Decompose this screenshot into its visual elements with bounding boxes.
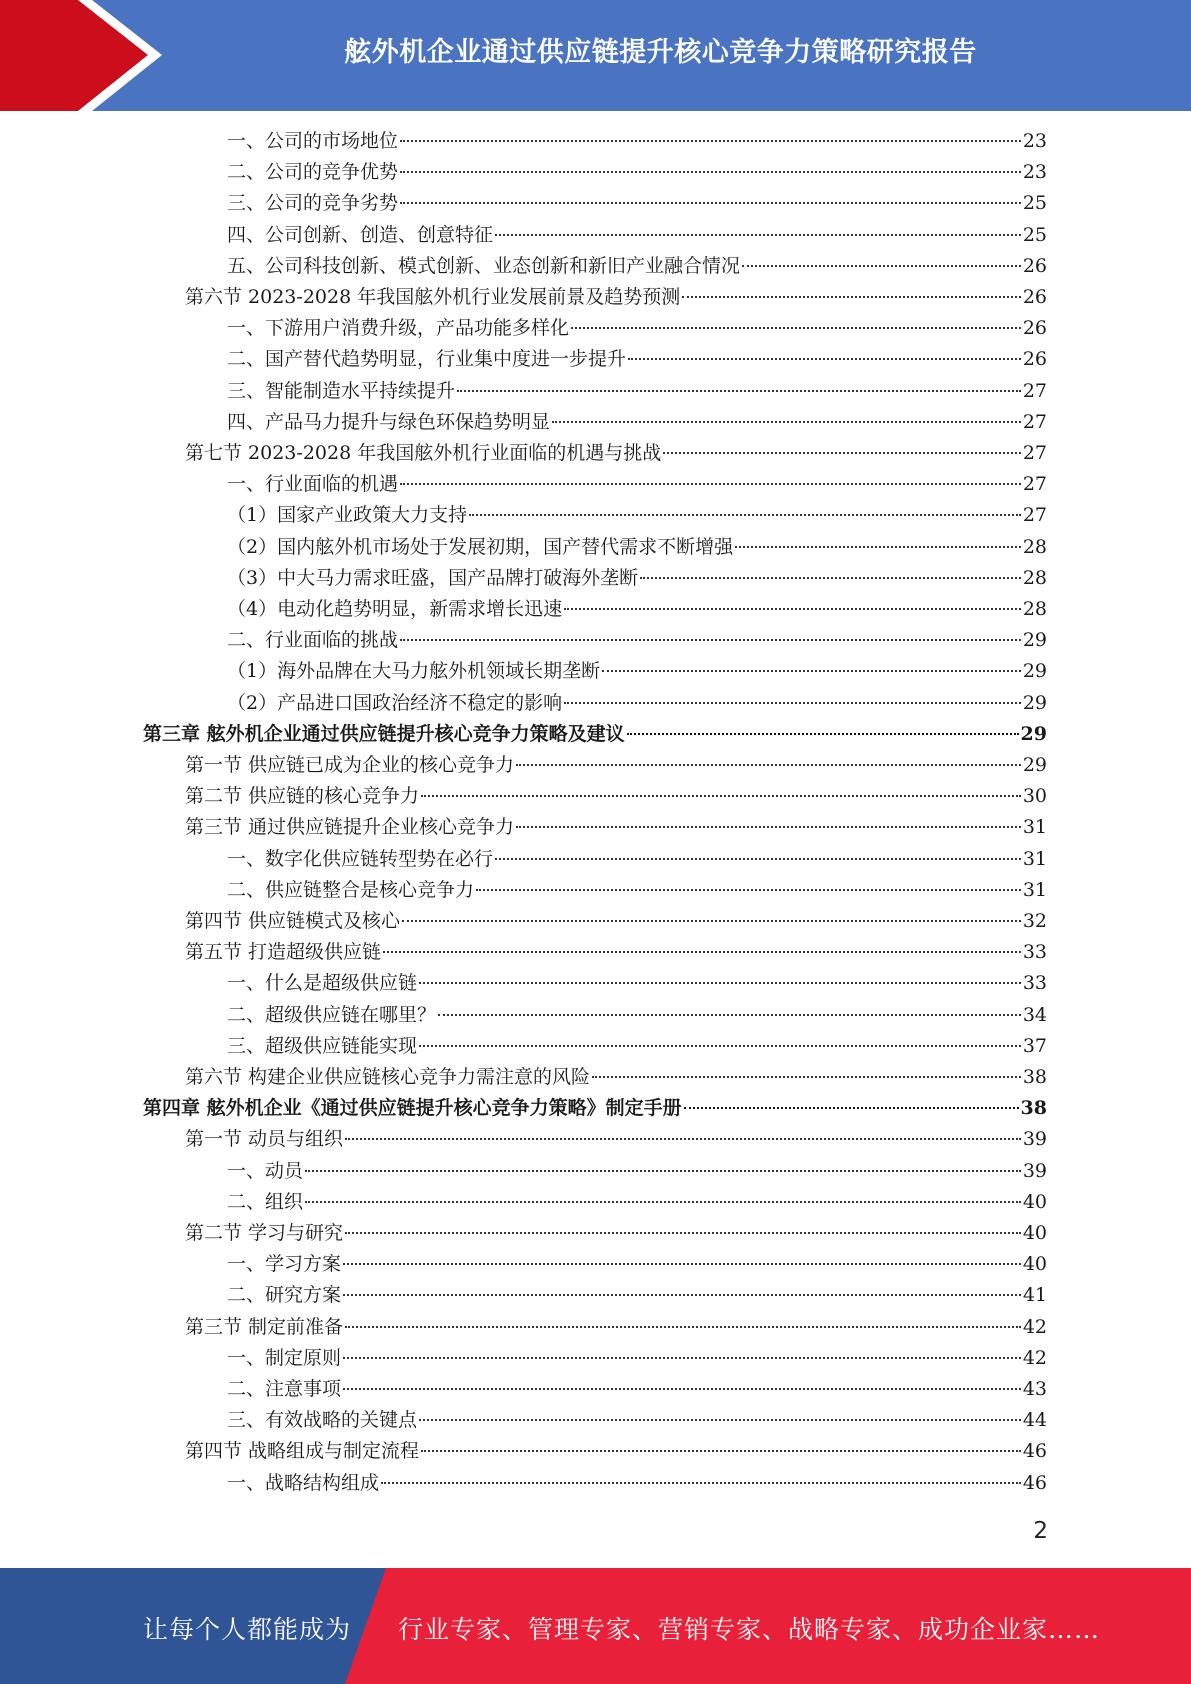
toc-entry-title: 一、动员	[227, 1159, 304, 1182]
toc-entry[interactable]	[227, 313, 1047, 344]
toc-entry-page: 23	[1022, 161, 1047, 184]
toc-entry[interactable]	[185, 937, 1047, 968]
toc-entry-page: 29	[1022, 754, 1047, 776]
toc-entry-title: 第六节 构建企业供应链核心竞争力需注意的风险	[185, 1066, 591, 1088]
toc-entry[interactable]	[227, 157, 1047, 188]
toc-entry-page: 27	[1022, 473, 1047, 496]
toc-entry-page: 32	[1022, 910, 1047, 932]
toc-entry[interactable]	[227, 625, 1047, 656]
toc-entry[interactable]	[143, 719, 1047, 750]
toc-entry-page: 31	[1022, 847, 1047, 870]
toc-entry-title: 二、公司的竞争优势	[227, 161, 399, 184]
toc-entry[interactable]	[227, 469, 1047, 500]
toc-dot-leader	[457, 390, 1021, 392]
toc-entry-page: 27	[1022, 379, 1047, 402]
toc-entry-page: 29	[1020, 722, 1047, 745]
toc-entry-page: 26	[1022, 348, 1047, 371]
toc-entry[interactable]	[185, 1062, 1047, 1093]
toc-entry-title: 二、供应链整合是核心竞争力	[227, 878, 475, 901]
toc-dot-leader	[682, 296, 1021, 298]
toc-dot-leader	[402, 920, 1021, 922]
toc-dot-leader	[343, 1294, 1021, 1296]
toc-entry[interactable]	[227, 844, 1047, 875]
toc-entry-title: 四、产品马力提升与绿色环保趋势明显	[227, 410, 551, 433]
toc-entry[interactable]	[227, 1187, 1047, 1218]
toc-entry[interactable]	[227, 376, 1047, 407]
toc-dot-leader	[419, 982, 1021, 984]
toc-entry-title: 第七节 2023-2028 年我国舷外机行业面临的机遇与挑战	[185, 442, 662, 464]
toc-dot-leader	[640, 577, 1021, 579]
toc-dot-leader	[400, 171, 1021, 173]
toc-entry[interactable]	[227, 500, 1047, 531]
toc-entry[interactable]	[227, 1468, 1047, 1499]
toc-dot-leader	[516, 826, 1021, 828]
toc-entry[interactable]	[227, 407, 1047, 438]
toc-entry[interactable]	[227, 968, 1047, 999]
toc-entry-title: （3）中大马力需求旺盛，国产品牌打破海外垄断	[227, 566, 639, 589]
toc-entry[interactable]	[227, 126, 1047, 157]
toc-entry[interactable]	[227, 875, 1047, 906]
toc-entry-page: 37	[1022, 1034, 1047, 1057]
toc-dot-leader	[400, 140, 1021, 142]
toc-dot-leader	[345, 1138, 1021, 1140]
toc-entry-title: 三、智能制造水平持续提升	[227, 379, 456, 402]
toc-entry-page: 42	[1022, 1346, 1047, 1369]
toc-entry-title: 一、公司的市场地位	[227, 130, 399, 152]
toc-entry-page: 39	[1022, 1159, 1047, 1182]
toc-entry[interactable]	[227, 344, 1047, 375]
toc-entry-page: 29	[1022, 660, 1047, 683]
toc-entry-title: 二、国产替代趋势明显，行业集中度进一步提升	[227, 348, 627, 371]
header-title: 舷外机企业通过供应链提升核心竞争力策略研究报告	[344, 37, 977, 68]
toc-dot-leader	[495, 858, 1021, 860]
toc-dot-leader	[516, 764, 1021, 766]
toc-entry-title: 一、数字化供应链转型势在必行	[227, 847, 494, 870]
toc-entry-title: 第三节 通过供应链提升企业核心竞争力	[185, 816, 515, 839]
toc-dot-leader	[628, 358, 1021, 360]
toc-entry-title: 第四节 战略组成与制定流程	[185, 1440, 420, 1463]
toc-entry-title: （2）产品进口国政治经济不稳定的影响	[227, 691, 563, 714]
toc-entry[interactable]	[143, 1093, 1047, 1124]
toc-entry-page: 30	[1022, 785, 1047, 808]
toc-entry-title: 三、公司的竞争劣势	[227, 192, 399, 215]
toc-entry-page: 28	[1022, 566, 1047, 589]
toc-entry[interactable]	[227, 656, 1047, 687]
toc-entry-title: 二、行业面临的挑战	[227, 629, 399, 652]
toc-entry-page: 40	[1022, 1253, 1047, 1276]
toc-dot-leader	[571, 327, 1021, 329]
toc-entry-title: 第二节 供应链的核心竞争力	[185, 785, 420, 808]
toc-dot-leader	[627, 733, 1019, 735]
toc-entry[interactable]	[185, 282, 1047, 313]
toc-dot-leader	[564, 608, 1021, 610]
toc-entry[interactable]	[185, 781, 1047, 812]
toc-entry-title: 三、超级供应链能实现	[227, 1034, 418, 1057]
toc-entry[interactable]	[227, 1249, 1047, 1280]
toc-entry-page: 40	[1022, 1222, 1047, 1244]
toc-dot-leader	[421, 795, 1021, 797]
toc-entry[interactable]	[227, 1343, 1047, 1374]
toc-entry-title: 二、超级供应链在哪里？	[227, 1003, 437, 1026]
toc-entry[interactable]	[185, 812, 1047, 843]
toc-entry-page: 46	[1022, 1471, 1047, 1494]
toc-entry-title: 一、行业面临的机遇	[227, 473, 399, 496]
toc-dot-leader	[400, 639, 1021, 641]
toc-entry[interactable]	[227, 251, 1047, 282]
toc-entry[interactable]	[185, 906, 1047, 937]
toc-entry[interactable]	[227, 1031, 1047, 1062]
toc-dot-leader	[564, 702, 1021, 704]
toc-entry-title: 二、组织	[227, 1190, 304, 1213]
toc-dot-leader	[400, 202, 1021, 204]
toc-entry[interactable]	[227, 1374, 1047, 1405]
toc-entry-page: 29	[1022, 629, 1047, 652]
toc-dot-leader	[343, 1388, 1021, 1390]
toc-dot-leader	[381, 1482, 1021, 1484]
toc-dot-leader	[592, 1076, 1021, 1078]
toc-entry-title: 一、战略结构组成	[227, 1471, 380, 1494]
toc-entry-page: 43	[1022, 1378, 1047, 1400]
toc-entry-page: 28	[1022, 598, 1047, 620]
toc-entry[interactable]	[227, 220, 1047, 251]
toc-dot-leader	[602, 670, 1021, 672]
toc-entry-page: 25	[1022, 192, 1047, 215]
toc-entry[interactable]	[227, 1000, 1047, 1031]
toc-dot-leader	[345, 1232, 1021, 1234]
toc-entry-page: 40	[1022, 1190, 1047, 1213]
toc-entry[interactable]	[227, 188, 1047, 219]
toc-entry-title: 第三节 制定前准备	[185, 1315, 344, 1338]
toc-dot-leader	[742, 265, 1021, 267]
toc-dot-leader	[419, 1045, 1021, 1047]
toc-entry-title: 二、研究方案	[227, 1284, 342, 1307]
toc-entry-title: 第一节 动员与组织	[185, 1128, 344, 1151]
toc-entry-title: 五、公司科技创新、模式创新、业态创新和新旧产业融合情况	[227, 254, 741, 277]
toc-dot-leader	[419, 1419, 1021, 1421]
toc-entry-page: 26	[1022, 254, 1047, 277]
toc-dot-leader	[552, 421, 1021, 423]
page-header	[0, 0, 1191, 111]
toc-dot-leader	[684, 1107, 1019, 1109]
toc-entry-title: （1）国家产业政策大力支持	[227, 504, 468, 527]
toc-entry-title: （2）国内舷外机市场处于发展初期，国产替代需求不断增强	[227, 535, 734, 558]
toc-entry[interactable]	[227, 688, 1047, 719]
toc-entry-title: 第二节 学习与研究	[185, 1222, 344, 1244]
footer-slogan-left: 让每个人都能成为	[143, 1615, 352, 1644]
toc-entry-page: 44	[1022, 1409, 1047, 1432]
toc-dot-leader	[305, 1170, 1021, 1172]
toc-entry-page: 26	[1022, 286, 1047, 308]
toc-dot-leader	[421, 1450, 1021, 1452]
toc-entry[interactable]	[185, 1124, 1047, 1155]
toc-entry-title: （4）电动化趋势明显，新需求增长迅速	[227, 598, 563, 620]
toc-entry-page: 25	[1022, 223, 1047, 246]
footer-slogan-right: 行业专家、管理专家、营销专家、战略专家、成功企业家……	[398, 1615, 1101, 1644]
toc-dot-leader	[343, 1357, 1021, 1359]
toc-dot-leader	[305, 1201, 1021, 1203]
toc-entry[interactable]	[185, 1436, 1047, 1467]
toc-entry-page: 33	[1022, 941, 1047, 964]
toc-entry-page: 39	[1022, 1128, 1047, 1151]
toc-dot-leader	[476, 889, 1021, 891]
toc-entry-page: 42	[1022, 1315, 1047, 1338]
toc-entry[interactable]	[185, 750, 1047, 781]
toc-entry-page: 38	[1020, 1097, 1047, 1120]
toc-entry-title: 一、学习方案	[227, 1253, 342, 1276]
toc-entry-title: 第四章 舷外机企业《通过供应链提升核心竞争力策略》制定手册	[143, 1097, 682, 1120]
toc-entry-title: 四、公司创新、创造、创意特征	[227, 223, 494, 246]
toc-entry-title: 三、有效战略的关键点	[227, 1409, 418, 1432]
toc-entry-title: 第五节 打造超级供应链	[185, 941, 382, 964]
toc-dot-leader	[663, 452, 1021, 454]
toc-entry-title: 第四节 供应链模式及核心	[185, 910, 401, 932]
page-number: 2	[1033, 1518, 1048, 1544]
toc-dot-leader	[735, 546, 1021, 548]
toc-entry-page: 29	[1022, 691, 1047, 714]
toc-entry-page: 34	[1022, 1003, 1047, 1026]
toc-entry-page: 41	[1022, 1284, 1047, 1307]
toc-entry[interactable]	[185, 1218, 1047, 1249]
toc-entry-page: 38	[1022, 1066, 1047, 1088]
toc-entry[interactable]	[227, 594, 1047, 625]
toc-entry-page: 27	[1022, 442, 1047, 464]
toc-entry-page: 27	[1022, 410, 1047, 433]
toc-entry[interactable]	[185, 1312, 1047, 1343]
toc-entry-title: 二、注意事项	[227, 1378, 342, 1400]
toc-entry-title: 第三章 舷外机企业通过供应链提升核心竞争力策略及建议	[143, 722, 625, 745]
toc-entry-page: 33	[1022, 972, 1047, 995]
toc-entry[interactable]	[227, 563, 1047, 594]
toc-entry-title: 一、下游用户消费升级，产品功能多样化	[227, 317, 570, 340]
toc-entry[interactable]	[227, 1156, 1047, 1187]
toc-entry-page: 27	[1022, 504, 1047, 527]
toc-entry[interactable]	[227, 532, 1047, 563]
toc-entry-page: 28	[1022, 535, 1047, 558]
toc-entry-title: 第一节 供应链已成为企业的核心竞争力	[185, 754, 515, 776]
toc-entry-title: 一、制定原则	[227, 1346, 342, 1369]
toc-entry-page: 31	[1022, 816, 1047, 839]
page-footer	[0, 1568, 1191, 1684]
toc-entry-page: 31	[1022, 878, 1047, 901]
toc-entry-title: （1）海外品牌在大马力舷外机领域长期垄断	[227, 660, 601, 683]
toc-dot-leader	[400, 483, 1021, 485]
toc-entry-title: 第六节 2023-2028 年我国舷外机行业发展前景及趋势预测	[185, 286, 681, 308]
toc-dot-leader	[495, 234, 1021, 236]
toc-dot-leader	[469, 514, 1021, 516]
toc-dot-leader	[438, 1014, 1021, 1016]
toc-entry[interactable]	[185, 438, 1047, 469]
toc-dot-leader	[343, 1263, 1021, 1265]
toc-dot-leader	[383, 951, 1021, 953]
toc-entry-page: 46	[1022, 1440, 1047, 1463]
toc-entry-page: 23	[1022, 130, 1047, 152]
toc-entry-page: 26	[1022, 317, 1047, 340]
toc-entry[interactable]	[227, 1405, 1047, 1436]
toc-entry[interactable]	[227, 1280, 1047, 1311]
toc-entry-title: 一、什么是超级供应链	[227, 972, 418, 995]
toc-dot-leader	[345, 1326, 1021, 1328]
